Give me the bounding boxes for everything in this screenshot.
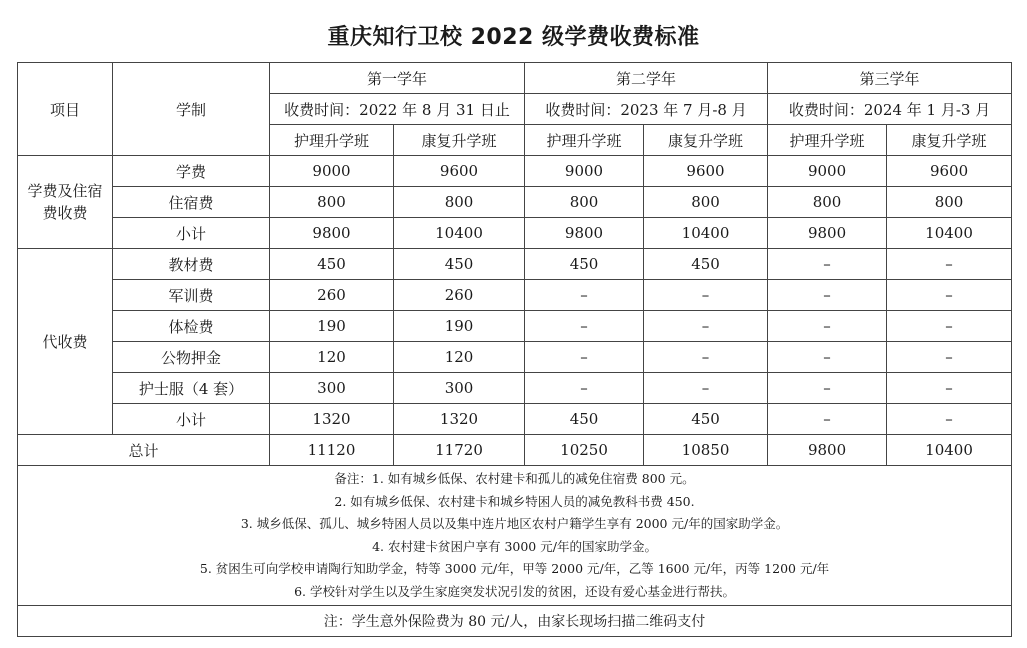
row-name: 体检费 bbox=[113, 311, 270, 342]
cell: 9600 bbox=[644, 156, 768, 187]
cell: 450 bbox=[394, 249, 525, 280]
cell: – bbox=[768, 280, 887, 311]
table-row bbox=[18, 342, 1012, 373]
table-row bbox=[18, 373, 1012, 404]
table-row bbox=[18, 280, 1012, 311]
cell: 190 bbox=[270, 311, 394, 342]
row-name: 住宿费 bbox=[113, 187, 270, 218]
table-row bbox=[18, 156, 1012, 187]
table-row bbox=[18, 311, 1012, 342]
table-row bbox=[18, 404, 1012, 435]
note-line: 6. 学校针对学生以及学生家庭突发状况引发的贫困，还设有爱心基金进行帮扶。 bbox=[294, 583, 735, 599]
header-system: 学制 bbox=[113, 63, 270, 156]
cell: 10400 bbox=[394, 218, 525, 249]
cell: – bbox=[525, 342, 644, 373]
cell: 11120 bbox=[270, 435, 394, 466]
insurance-note: 注：学生意外保险费为 80 元/人，由家长现场扫描二维码支付 bbox=[18, 606, 1012, 637]
cell: – bbox=[887, 280, 1012, 311]
header-year-3: 第三学年 bbox=[768, 63, 1012, 94]
cell: 1320 bbox=[394, 404, 525, 435]
cell: 1320 bbox=[270, 404, 394, 435]
cell: – bbox=[644, 373, 768, 404]
cell: – bbox=[887, 404, 1012, 435]
table-row bbox=[18, 218, 1012, 249]
cell: 120 bbox=[394, 342, 525, 373]
cell: 800 bbox=[525, 187, 644, 218]
cell: – bbox=[644, 280, 768, 311]
row-name: 小计 bbox=[113, 218, 270, 249]
cell: 9800 bbox=[525, 218, 644, 249]
header-class: 护理升学班 bbox=[768, 125, 887, 156]
cell: 9600 bbox=[887, 156, 1012, 187]
header-class: 护理升学班 bbox=[525, 125, 644, 156]
cell: 260 bbox=[270, 280, 394, 311]
total-label: 总计 bbox=[18, 435, 270, 466]
cell: 450 bbox=[525, 249, 644, 280]
cell: 9800 bbox=[270, 218, 394, 249]
cell: – bbox=[887, 311, 1012, 342]
cell: – bbox=[768, 249, 887, 280]
cell: 190 bbox=[394, 311, 525, 342]
page-title: 重庆知行卫校 2022 级学费收费标准 bbox=[327, 25, 700, 50]
note-line: 3. 城乡低保、孤儿、城乡特困人员以及集中连片地区农村户籍学生享有 2000 元/年的国家助学金。 bbox=[240, 516, 789, 531]
total-row bbox=[18, 435, 1012, 466]
cell: 10400 bbox=[644, 218, 768, 249]
row-name: 教材费 bbox=[113, 249, 270, 280]
cell: 450 bbox=[644, 404, 768, 435]
cell: 9000 bbox=[525, 156, 644, 187]
cell: – bbox=[887, 249, 1012, 280]
cell: – bbox=[644, 311, 768, 342]
table-row bbox=[18, 187, 1012, 218]
cell: – bbox=[768, 342, 887, 373]
cell: – bbox=[887, 373, 1012, 404]
cell: 450 bbox=[525, 404, 644, 435]
cell: 120 bbox=[270, 342, 394, 373]
cell: – bbox=[887, 342, 1012, 373]
header-class: 康复升学班 bbox=[887, 125, 1012, 156]
note-line: 5. 贫困生可向学校申请陶行知助学金，特等 3000 元/年，甲等 2000 元/年，乙等 1600 元/年，丙等 1200 元/年 bbox=[199, 561, 830, 576]
note-line: 4. 农村建卡贫困户享有 3000 元/年的国家助学金。 bbox=[372, 538, 657, 554]
header-period-1: 收费时间：2022 年 8 月 31 日止 bbox=[270, 94, 525, 125]
cell: – bbox=[768, 404, 887, 435]
cell: 300 bbox=[394, 373, 525, 404]
row-name: 学费 bbox=[113, 156, 270, 187]
row-name: 护士服（4 套） bbox=[113, 373, 270, 404]
header-class: 康复升学班 bbox=[394, 125, 525, 156]
cell: – bbox=[644, 342, 768, 373]
cell: 300 bbox=[270, 373, 394, 404]
note-line: 2. 如有城乡低保、农村建卡和城乡特困人员的减免教科书费 450. bbox=[334, 493, 695, 509]
cell: 800 bbox=[270, 187, 394, 218]
header-year-1: 第一学年 bbox=[270, 63, 525, 94]
header-item: 项目 bbox=[18, 63, 113, 156]
cell: 11720 bbox=[394, 435, 525, 466]
row-name: 公物押金 bbox=[113, 342, 270, 373]
cell: 450 bbox=[644, 249, 768, 280]
row-name: 小计 bbox=[113, 404, 270, 435]
cell: 260 bbox=[394, 280, 525, 311]
cell: 800 bbox=[768, 187, 887, 218]
cell: – bbox=[768, 373, 887, 404]
header-year-2: 第二学年 bbox=[525, 63, 768, 94]
cell: 9000 bbox=[270, 156, 394, 187]
cell: 10400 bbox=[887, 435, 1012, 466]
cell: 800 bbox=[644, 187, 768, 218]
cell: 450 bbox=[270, 249, 394, 280]
header-row-years bbox=[18, 63, 1012, 94]
section-label-collected: 代收费 bbox=[18, 249, 113, 435]
section-label-tuition: 学费及住宿费收费 bbox=[18, 156, 113, 249]
notes-block bbox=[18, 466, 1012, 606]
cell: 9800 bbox=[768, 218, 887, 249]
header-class: 康复升学班 bbox=[644, 125, 768, 156]
cell: – bbox=[768, 311, 887, 342]
footer-row bbox=[18, 606, 1012, 637]
header-period-2: 收费时间：2023 年 7 月-8 月 bbox=[525, 94, 768, 125]
cell: 800 bbox=[887, 187, 1012, 218]
row-name: 军训费 bbox=[113, 280, 270, 311]
table-row bbox=[18, 249, 1012, 280]
cell: 800 bbox=[394, 187, 525, 218]
cell: – bbox=[525, 280, 644, 311]
header-class: 护理升学班 bbox=[270, 125, 394, 156]
cell: 10400 bbox=[887, 218, 1012, 249]
cell: 10850 bbox=[644, 435, 768, 466]
cell: 10250 bbox=[525, 435, 644, 466]
fee-table bbox=[17, 62, 1012, 637]
cell: 9000 bbox=[768, 156, 887, 187]
note-line: 备注：1. 如有城乡低保、农村建卡和孤儿的减免住宿费 800 元。 bbox=[334, 471, 695, 486]
notes-row bbox=[18, 466, 1012, 606]
cell: – bbox=[525, 373, 644, 404]
header-period-3: 收费时间：2024 年 1 月-3 月 bbox=[768, 94, 1012, 125]
cell: 9600 bbox=[394, 156, 525, 187]
cell: 9800 bbox=[768, 435, 887, 466]
cell: – bbox=[525, 311, 644, 342]
